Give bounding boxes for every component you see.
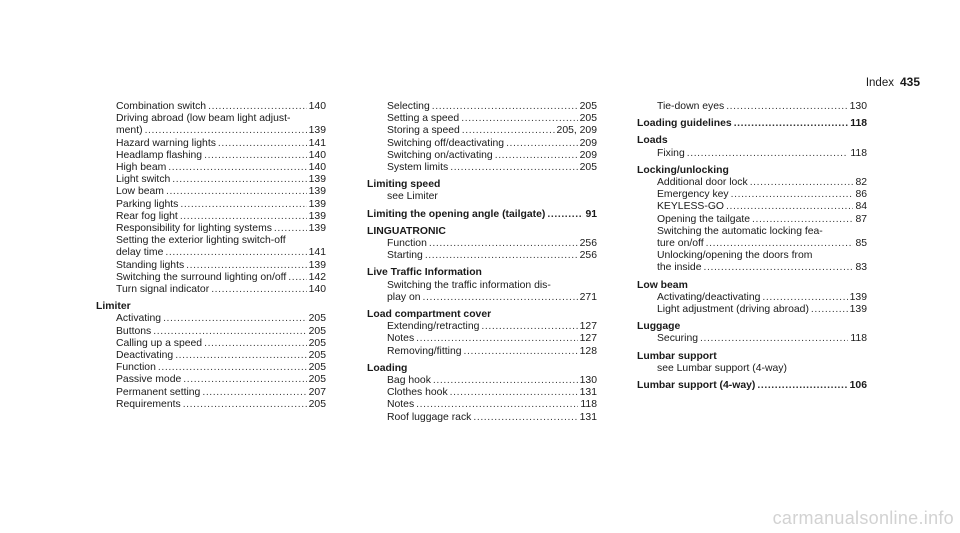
entry-line <box>116 186 326 198</box>
entry-text: Removing/fitting <box>387 345 462 357</box>
leader-dots <box>186 260 306 272</box>
entry-line <box>637 380 867 392</box>
index-subentry <box>367 162 597 174</box>
entry-line <box>387 333 597 345</box>
index-subentry <box>96 186 326 198</box>
leader-dots <box>416 333 578 345</box>
see-reference: see Lumbar support (4-way) <box>657 362 787 374</box>
entry-text: Activating <box>116 313 162 325</box>
entry-text-continued: Switching the automatic locking fea- <box>657 225 823 237</box>
page-ref: 140 <box>308 101 326 112</box>
entry-line <box>116 387 326 399</box>
index-subentry <box>637 250 867 274</box>
page-ref: 87 <box>855 213 867 225</box>
page-ref: 139 <box>849 291 867 303</box>
leader-dots <box>211 284 306 296</box>
leader-dots <box>166 186 307 198</box>
index-subentry <box>96 150 326 162</box>
entry-text: Switching on/activating <box>387 149 493 161</box>
heading-text: Loads <box>637 135 668 147</box>
entry-text: Headlamp flashing <box>116 149 203 161</box>
index-subentry <box>637 101 867 113</box>
index-column-2 <box>367 101 597 424</box>
entry-text: play on <box>387 291 421 303</box>
entry-text: Securing <box>657 333 699 345</box>
leader-dots <box>734 118 849 130</box>
entry-text: Combination switch <box>116 101 207 112</box>
page-ref: 130 <box>849 101 867 112</box>
page-ref: 118 <box>580 399 597 411</box>
entry-text: Lumbar support (4-way) <box>637 380 756 392</box>
page-ref: 205, 209 <box>556 125 597 137</box>
index-subentry <box>96 284 326 296</box>
page-ref: 139 <box>308 223 326 235</box>
entry-text: Bag hook <box>387 375 431 387</box>
index-subentry <box>96 199 326 211</box>
index-subentry <box>367 387 597 399</box>
leader-dots <box>726 201 853 213</box>
heading-text: Locking/unlocking <box>637 164 729 176</box>
page-ref: 131 <box>579 387 597 399</box>
entry-line <box>116 211 326 223</box>
entry-text: Buttons <box>116 325 152 337</box>
entry-line <box>116 338 326 350</box>
leader-dots <box>204 338 307 350</box>
entry-text: Selecting <box>387 101 430 112</box>
entry-text: Clothes hook <box>387 387 448 399</box>
entry-line <box>387 113 597 125</box>
index-subentry <box>96 162 326 174</box>
index-subentry <box>367 150 597 162</box>
leader-dots <box>288 272 306 284</box>
index-subentry <box>96 101 326 113</box>
index-subentry <box>96 260 326 272</box>
heading-text: Lumbar support <box>637 350 717 362</box>
entry-text: Switching the surround lighting on/off <box>116 271 287 283</box>
index-subentry <box>367 280 597 304</box>
leader-dots <box>750 177 854 189</box>
index-heading <box>637 165 867 177</box>
page-ref: 209 <box>579 137 597 149</box>
entry-line <box>116 272 326 284</box>
page-ref: 85 <box>855 238 867 250</box>
leader-dots <box>450 387 578 399</box>
entry-line <box>657 333 867 345</box>
index-subentry <box>367 346 597 358</box>
leader-dots <box>473 412 577 424</box>
page-ref: 118 <box>850 118 867 130</box>
entry-line <box>657 148 867 160</box>
entry-line <box>116 223 326 235</box>
page-ref: 84 <box>855 201 867 213</box>
entry-line <box>387 250 597 262</box>
entry-text: Loading guidelines <box>637 118 732 130</box>
leader-dots <box>752 214 853 226</box>
index-subentry <box>96 138 326 150</box>
index-subentry <box>96 387 326 399</box>
leader-dots <box>416 399 578 411</box>
entry-text: Standing lights <box>116 259 185 271</box>
entry-text-continued: Driving abroad (low beam light adjust- <box>116 113 291 125</box>
index-subentry <box>367 399 597 411</box>
index-subentry <box>637 201 867 213</box>
leader-dots <box>432 101 578 113</box>
entry-text: Hazard warning lights <box>116 137 216 149</box>
entry-line <box>387 321 597 333</box>
page-ref: 139 <box>308 198 326 210</box>
index-subentry <box>96 374 326 386</box>
page-ref: 128 <box>579 345 597 357</box>
leader-dots <box>461 113 577 125</box>
entry-line <box>387 375 597 387</box>
leader-dots <box>687 148 849 160</box>
entry-text: Additional door lock <box>657 177 748 189</box>
leader-dots <box>202 387 306 399</box>
entry-line <box>116 101 326 113</box>
leader-dots <box>183 374 306 386</box>
leader-dots <box>168 162 306 174</box>
page-ref: 205 <box>579 162 597 174</box>
index-subentry <box>637 292 867 304</box>
header-label: Index <box>865 77 894 89</box>
entry-text: Light adjustment (driving abroad) <box>657 304 809 316</box>
index-subentry <box>96 399 326 411</box>
heading-text: Limiting speed <box>367 179 441 191</box>
index-column-3 <box>637 101 867 392</box>
index-subentry <box>96 235 326 259</box>
index-subentry <box>367 191 597 203</box>
leader-dots <box>495 150 578 162</box>
page-ref: 127 <box>579 333 597 345</box>
index-subentry <box>96 313 326 325</box>
leader-dots <box>423 292 578 304</box>
entry-text: Activating/deactivating <box>657 291 761 303</box>
page-ref: 205 <box>308 374 326 386</box>
entry-line <box>387 150 597 162</box>
page-header <box>866 75 920 89</box>
leader-dots <box>204 150 307 162</box>
page-ref: 118 <box>850 147 867 159</box>
page-ref: 140 <box>308 149 326 161</box>
index-subentry <box>367 321 597 333</box>
page-ref: 141 <box>308 247 326 259</box>
index-subentry <box>367 375 597 387</box>
entry-text: Extending/retracting <box>387 321 480 333</box>
entry-line <box>657 189 867 201</box>
leader-dots <box>464 346 578 358</box>
index-subentry <box>637 333 867 345</box>
leader-dots <box>506 138 578 150</box>
entry-line <box>116 284 326 296</box>
index-subentry <box>637 214 867 226</box>
page-ref: 205 <box>308 337 326 349</box>
entry-line <box>387 101 597 113</box>
entry-line <box>657 304 867 316</box>
entry-line <box>387 125 597 137</box>
leader-dots <box>481 321 577 333</box>
index-subentry <box>637 189 867 201</box>
leader-dots <box>811 304 848 316</box>
page-ref: 139 <box>308 186 326 198</box>
index-subentry <box>96 223 326 235</box>
page-ref: 141 <box>308 137 326 149</box>
leader-dots <box>172 174 306 186</box>
leader-dots <box>218 138 307 150</box>
entry-text: Notes <box>387 399 415 411</box>
leader-dots <box>706 238 854 250</box>
page-ref: 91 <box>585 208 597 220</box>
page-ref: 131 <box>579 411 597 423</box>
entry-text: delay time <box>116 247 164 259</box>
entry-line <box>657 201 867 213</box>
entry-text: Light switch <box>116 174 171 186</box>
entry-text: Calling up a speed <box>116 337 203 349</box>
page-ref: 205 <box>579 113 597 125</box>
entry-line <box>116 138 326 150</box>
page-ref: 140 <box>308 284 326 296</box>
entry-text: Fixing <box>657 147 685 159</box>
entry-text: Rear fog light <box>116 210 178 222</box>
heading-text: LINGUATRONIC <box>367 225 446 237</box>
index-subentry <box>367 113 597 125</box>
page-ref: 209 <box>579 149 597 161</box>
entry-line <box>116 125 326 137</box>
entry-line <box>387 162 597 174</box>
page-ref: 271 <box>579 291 597 303</box>
entry-line <box>387 138 597 150</box>
index-subentry <box>367 138 597 150</box>
watermark-logo: carmanualsonline.info <box>772 508 954 528</box>
page-ref: 139 <box>308 210 326 222</box>
page-number: 435 <box>899 75 920 89</box>
entry-text: KEYLESS-GO <box>657 201 724 213</box>
entry-line <box>116 162 326 174</box>
page-ref: 86 <box>855 189 867 201</box>
entry-text: Limiting the opening angle (tailgate) <box>367 208 546 220</box>
entry-text: High beam <box>116 162 167 174</box>
leader-dots <box>163 313 307 325</box>
page-ref: 205 <box>308 398 326 410</box>
see-reference: see Limiter <box>387 191 438 203</box>
page-ref: 205 <box>308 362 326 374</box>
entry-line <box>387 387 597 399</box>
entry-line <box>387 238 597 250</box>
entry-line <box>657 262 867 274</box>
entry-text-continued: Unlocking/opening the doors from <box>657 250 813 262</box>
leader-dots <box>731 189 854 201</box>
leader-dots <box>180 199 306 211</box>
entry-text: Switching off/deactivating <box>387 137 505 149</box>
entry-text: Responsibility for lighting systems <box>116 223 272 235</box>
leader-dots <box>274 223 307 235</box>
page-ref: 106 <box>849 380 867 392</box>
index-heading <box>637 118 867 130</box>
leader-dots <box>158 362 307 374</box>
leader-dots <box>700 333 848 345</box>
entry-text: Starting <box>387 250 423 262</box>
leader-dots <box>183 399 307 411</box>
entry-line <box>657 214 867 226</box>
index-heading <box>367 226 597 238</box>
entry-text: the inside <box>657 262 702 274</box>
leader-dots <box>425 250 578 262</box>
index-heading <box>367 309 597 321</box>
entry-text: Low beam <box>116 186 164 198</box>
page-ref: 130 <box>579 375 597 387</box>
entry-text: Storing a speed <box>387 125 460 137</box>
entry-text: ment) <box>116 125 143 137</box>
heading-text: Load compartment cover <box>367 309 492 321</box>
index-subentry <box>96 362 326 374</box>
leader-dots <box>208 101 307 113</box>
index-column-1 <box>96 101 326 411</box>
page-ref: 83 <box>855 262 867 274</box>
index-subentry <box>96 350 326 362</box>
page-ref: 82 <box>855 177 867 189</box>
page-ref: 139 <box>308 125 326 137</box>
leader-dots <box>180 211 307 223</box>
index-heading <box>637 135 867 147</box>
index-heading <box>637 280 867 292</box>
entry-text: Function <box>387 238 427 250</box>
entry-line <box>387 399 597 411</box>
entry-text-continued: Setting the exterior lighting switch-off <box>116 235 286 247</box>
entry-text: Emergency key <box>657 189 729 201</box>
heading-text: Low beam <box>637 279 688 291</box>
index-heading <box>637 380 867 392</box>
entry-text: System limits <box>387 162 449 174</box>
index-heading <box>367 179 597 191</box>
page-ref: 139 <box>308 259 326 271</box>
leader-dots <box>429 238 578 250</box>
index-subentry <box>96 174 326 186</box>
entry-line <box>116 374 326 386</box>
leader-dots <box>757 380 847 392</box>
leader-dots <box>175 350 306 362</box>
entry-text: Parking lights <box>116 198 179 210</box>
index-subentry <box>96 338 326 350</box>
entry-text: Opening the tailgate <box>657 213 751 225</box>
entry-line <box>657 177 867 189</box>
page-ref: 118 <box>850 333 867 345</box>
index-heading <box>367 209 597 221</box>
index-subentry <box>637 363 867 375</box>
entry-line <box>116 350 326 362</box>
index-heading <box>96 301 326 313</box>
heading-text: Loading <box>367 362 408 374</box>
heading-text: Luggage <box>637 321 681 333</box>
index-subentry <box>367 125 597 137</box>
entry-text-continued: Switching the traffic information dis- <box>387 279 551 291</box>
entry-line <box>116 150 326 162</box>
index-heading <box>637 351 867 363</box>
entry-text: Roof luggage rack <box>387 411 472 423</box>
page-ref: 207 <box>308 386 326 398</box>
page-ref: 256 <box>579 250 597 262</box>
page-ref: 127 <box>579 321 597 333</box>
entry-line <box>116 174 326 186</box>
leader-dots <box>450 162 577 174</box>
entry-line <box>116 326 326 338</box>
entry-text: Function <box>116 362 156 374</box>
page-ref: 256 <box>579 238 597 250</box>
page-ref: 140 <box>308 162 326 174</box>
entry-line <box>116 313 326 325</box>
leader-dots <box>145 125 307 137</box>
page-ref: 205 <box>308 350 326 362</box>
index-heading <box>637 321 867 333</box>
entry-line <box>116 199 326 211</box>
entry-text: Setting a speed <box>387 113 460 125</box>
entry-line <box>637 118 867 130</box>
entry-text: Notes <box>387 333 415 345</box>
entry-line <box>657 292 867 304</box>
entry-text: ture on/off <box>657 238 704 250</box>
entry-line <box>657 101 867 113</box>
entry-line <box>116 247 326 259</box>
entry-text: Permanent setting <box>116 386 201 398</box>
heading-text: Live Traffic Information <box>367 267 482 279</box>
entry-text: Requirements <box>116 398 181 410</box>
leader-dots <box>153 326 306 338</box>
page-ref: 205 <box>308 325 326 337</box>
leader-dots <box>165 247 306 259</box>
leader-dots <box>703 262 853 274</box>
page-ref: 205 <box>308 313 326 325</box>
entry-line <box>387 346 597 358</box>
index-subentry <box>367 238 597 250</box>
index-subentry <box>96 272 326 284</box>
index-subentry <box>367 250 597 262</box>
index-subentry <box>96 211 326 223</box>
entry-line <box>116 399 326 411</box>
page-ref: 205 <box>579 101 597 112</box>
entry-text: Deactivating <box>116 350 174 362</box>
index-subentry <box>96 326 326 338</box>
leader-dots <box>726 101 847 113</box>
entry-line <box>387 292 597 304</box>
entry-text: Turn signal indicator <box>116 284 210 296</box>
page-ref: 139 <box>849 304 867 316</box>
index-subentry <box>637 226 867 250</box>
leader-dots <box>462 125 555 137</box>
leader-dots <box>547 209 583 221</box>
leader-dots <box>762 292 847 304</box>
index-heading <box>367 267 597 279</box>
entry-line <box>657 238 867 250</box>
index-subentry <box>637 304 867 316</box>
index-subentry <box>367 101 597 113</box>
entry-line <box>116 260 326 272</box>
entry-line <box>387 412 597 424</box>
leader-dots <box>433 375 578 387</box>
entry-line <box>116 362 326 374</box>
entry-text: Tie-down eyes <box>657 101 725 112</box>
index-subentry <box>367 412 597 424</box>
entry-line <box>367 209 597 221</box>
entry-text: Passive mode <box>116 374 182 386</box>
index-subentry <box>96 113 326 137</box>
heading-text: Limiter <box>96 301 131 313</box>
page-ref: 139 <box>308 174 326 186</box>
index-subentry <box>637 148 867 160</box>
index-subentry <box>637 177 867 189</box>
index-heading <box>367 363 597 375</box>
index-subentry <box>367 333 597 345</box>
page-ref: 142 <box>308 271 326 283</box>
